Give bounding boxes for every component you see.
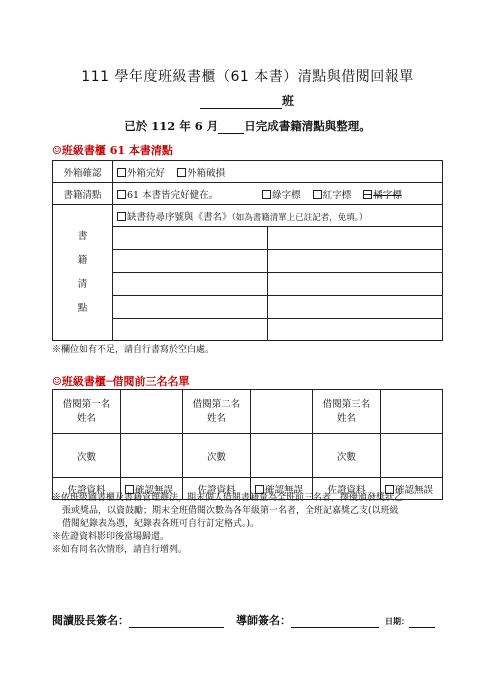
rank3-label — [313, 390, 381, 434]
mentor-signature-field[interactable] — [291, 616, 379, 628]
inventory-note: ※欄位如有不足，請自行書寫於空白處。 — [52, 345, 215, 355]
missing-books-checkbox[interactable] — [117, 212, 126, 221]
missing-books-header — [113, 205, 443, 227]
missing-entry-cell[interactable] — [113, 319, 268, 341]
missing-row — [53, 205, 443, 227]
exterior-ok-label: 外箱完好 — [127, 167, 166, 179]
rank3-evidence-label: 佐證資料 — [313, 478, 381, 500]
times-row — [53, 434, 443, 478]
inventory-section-title: 班級書櫃 61 本書清點 — [61, 144, 173, 157]
missing-entry-cell[interactable] — [113, 296, 268, 319]
inventory-section-heading — [52, 142, 173, 158]
notice-prefix: 已於 112 年 6 月 — [124, 119, 219, 133]
green-tag-checkbox[interactable] — [262, 190, 271, 199]
side-char: 清 — [77, 278, 88, 290]
missing-entry-cell[interactable] — [268, 227, 443, 250]
rank3-times-cell[interactable] — [381, 434, 443, 478]
missing-books-label: 缺書待尋序號與《書名》 — [127, 211, 232, 223]
rank2-line1: 借閱第二名 — [192, 398, 241, 410]
signature-line — [52, 612, 435, 628]
rank1-times-cell[interactable] — [121, 434, 183, 478]
exterior-damaged-checkbox[interactable] — [177, 168, 186, 177]
ranking-name-row — [53, 390, 443, 434]
notice-suffix: 日完成書籍清點與整理。 — [244, 119, 371, 133]
missing-entry-cell[interactable] — [113, 250, 268, 273]
missing-entry-cell[interactable] — [113, 273, 268, 296]
leader-signature-label: 閱讀股長簽名： — [52, 614, 129, 627]
check-options — [113, 183, 443, 205]
exterior-ok-checkbox[interactable] — [117, 168, 126, 177]
rank1-name-cell[interactable] — [121, 390, 183, 434]
exterior-row — [53, 161, 443, 183]
all-good-label: 61 本書皆完好健在。 — [127, 189, 219, 201]
missing-entry-cell[interactable] — [268, 296, 443, 319]
class-name-blank[interactable] — [200, 96, 282, 109]
rank2-confirm-label: 確認無誤 — [265, 484, 304, 496]
borrowing-note-line: 張或獎品，以資鼓勵；期末全班借閱次數為各年級第一名者，全班記嘉獎乙支(以班級 — [62, 506, 399, 516]
missing-entry-cell[interactable] — [268, 250, 443, 273]
rank2-line2: 姓名 — [206, 412, 226, 424]
rank1-confirm-label: 確認無誤 — [135, 484, 174, 496]
borrowing-note-line: 借閱紀錄表為憑，紀錄表各班可自行訂定格式。)。 — [62, 519, 260, 529]
red-tag-checkbox[interactable] — [313, 190, 322, 199]
rank1-times-label: 次數 — [53, 434, 121, 478]
rank2-name-cell[interactable] — [251, 390, 313, 434]
date-label: 日期： — [385, 617, 409, 626]
orange-tag-label: 橘字標 — [373, 189, 402, 201]
day-blank[interactable] — [218, 122, 244, 134]
check-label: 書籍清點 — [53, 183, 113, 205]
smiley-icon: ☺ — [52, 144, 62, 157]
class-name-line — [200, 92, 310, 109]
orange-tag-checkbox[interactable] — [363, 190, 372, 199]
side-char: 書 — [77, 230, 88, 242]
rank2-times-label: 次數 — [183, 434, 251, 478]
rank3-line2: 姓名 — [336, 412, 356, 424]
page-title: 111 學年度班級書櫃（61 本書）清點與借閱回報單 — [81, 69, 414, 85]
smiley-icon: ☺ — [52, 375, 62, 388]
rank2-label — [183, 390, 251, 434]
exterior-options — [113, 161, 443, 183]
class-suffix: 班 — [282, 94, 295, 108]
missing-entry-cell[interactable] — [268, 273, 443, 296]
borrowing-section-heading — [52, 373, 190, 389]
inventory-table — [52, 160, 443, 341]
leader-signature-field[interactable] — [129, 616, 224, 628]
mentor-signature-label: 導師簽名： — [236, 614, 291, 627]
exterior-damaged-label: 外箱破損 — [187, 167, 226, 179]
borrowing-note-line: ※依班級圖書櫃及書籍管理辦法，期末個人借閱書籍量為全班前三名者，擇優頒發獎狀乙 — [52, 493, 404, 503]
red-tag-label: 紅字標 — [322, 189, 352, 201]
rank1-label — [53, 390, 121, 434]
rank3-confirm-label: 確認無誤 — [395, 484, 434, 496]
rank3-name-cell[interactable] — [381, 390, 443, 434]
missing-books-hint: （如為書籍清單上已註記者，免填。） — [231, 212, 368, 223]
rank1-evidence-label: 佐證資料 — [53, 478, 121, 500]
completion-notice — [0, 118, 495, 134]
all-good-checkbox[interactable] — [117, 190, 126, 199]
missing-entry-cell[interactable] — [268, 319, 443, 341]
rank2-evidence-label: 佐證資料 — [183, 478, 251, 500]
borrowing-notes — [52, 492, 447, 557]
book-check-side-label — [53, 205, 113, 341]
rank1-line1: 借閱第一名 — [62, 398, 111, 410]
borrowing-section-title: 班級書櫃─借閱前三名名單 — [61, 375, 190, 388]
borrowing-note-line: ※如有同名次情形，請自行增列。 — [52, 545, 188, 555]
borrowing-table — [52, 389, 443, 500]
exterior-label: 外箱確認 — [53, 161, 113, 183]
side-char: 點 — [77, 302, 88, 314]
rank1-line2: 姓名 — [76, 412, 96, 424]
side-char: 籍 — [77, 254, 88, 266]
borrowing-note-line: ※佐證資料影印後當場歸還。 — [52, 532, 170, 542]
rank2-times-cell[interactable] — [251, 434, 313, 478]
green-tag-label: 綠字標 — [272, 189, 301, 201]
rank3-times-label: 次數 — [313, 434, 381, 478]
date-field[interactable] — [409, 616, 435, 628]
missing-entry-cell[interactable] — [113, 227, 268, 250]
check-row — [53, 183, 443, 205]
rank3-line1: 借閱第三名 — [322, 398, 371, 410]
